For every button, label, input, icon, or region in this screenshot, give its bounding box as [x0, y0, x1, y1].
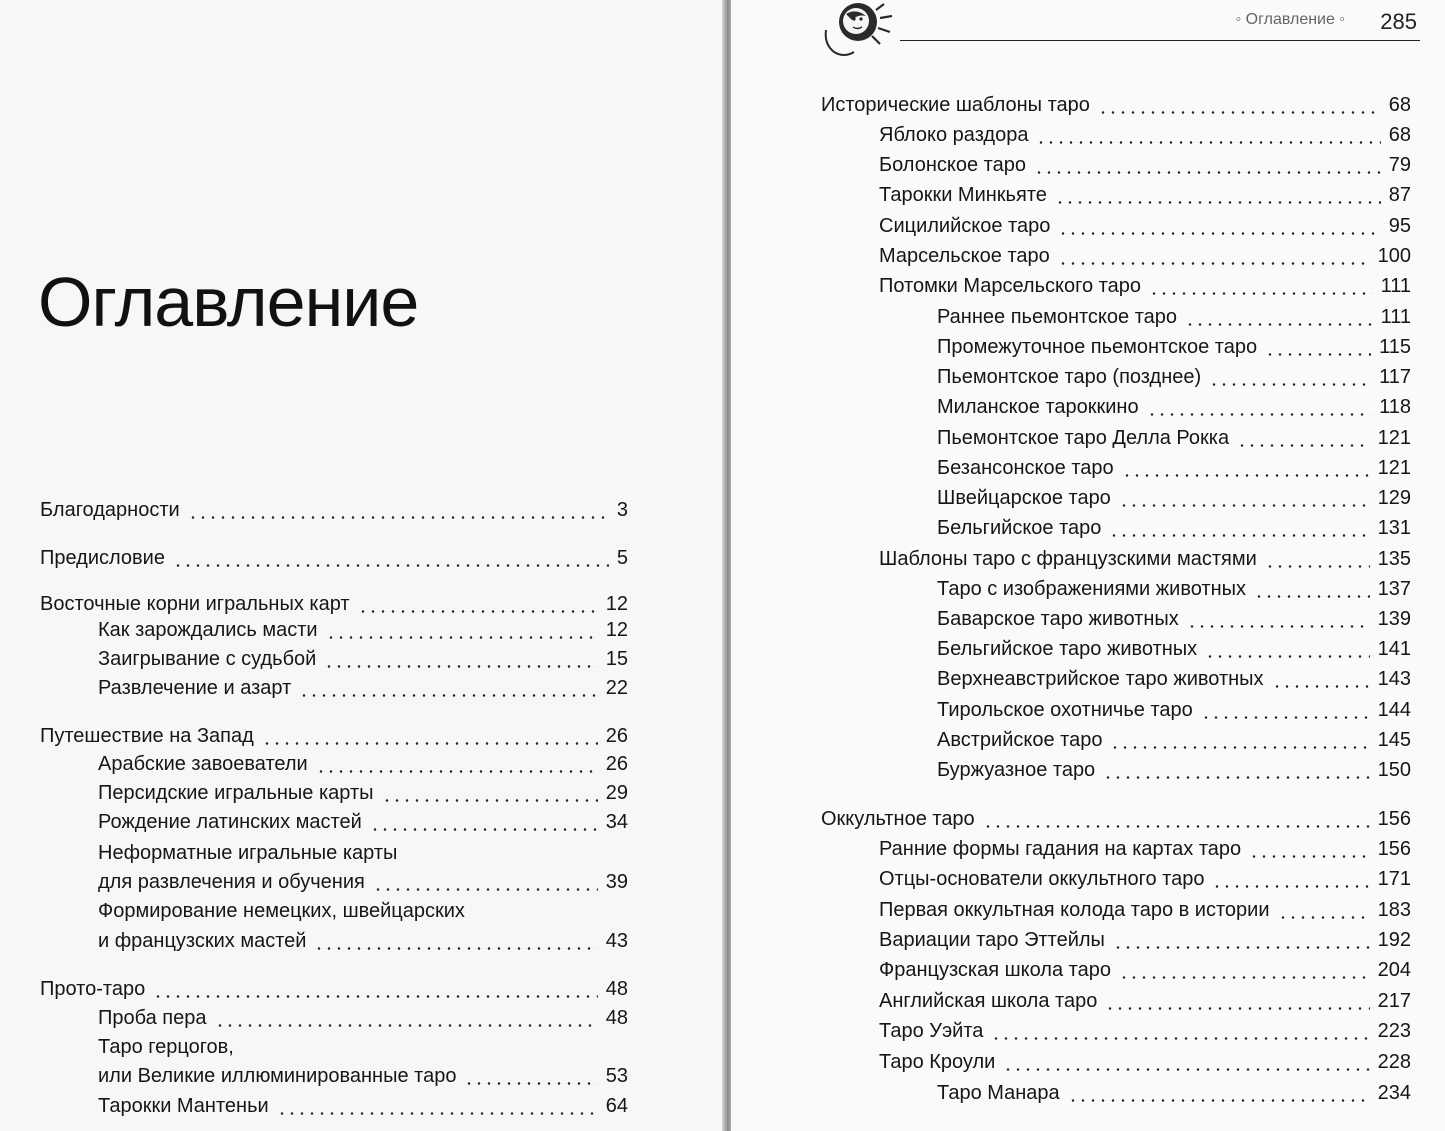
toc-entry-page-number: 26 — [605, 753, 628, 775]
toc-entry-page-number: 26 — [605, 725, 628, 747]
dot-leader — [188, 516, 609, 519]
toc-entry-title: Таро Уэйта — [879, 1020, 984, 1042]
toc-entry-title: Вариации таро Эттейлы — [879, 929, 1105, 951]
right-toc-entry[interactable] — [879, 182, 1411, 208]
dot-leader — [1036, 141, 1380, 144]
right-toc-entry[interactable] — [879, 1049, 1411, 1075]
toc-entry-title: Таро Кроули — [879, 1051, 996, 1073]
sun-moon-emblem-icon — [820, 0, 902, 62]
right-toc-entry[interactable] — [937, 697, 1411, 723]
left-toc-entry[interactable] — [98, 840, 628, 866]
toc-entry-title: для развлечения и обучения — [98, 871, 365, 893]
toc-entry-page-number: 111 — [1380, 306, 1411, 328]
toc-entry-title: Болонское таро — [879, 154, 1026, 176]
toc-entry-page-number: 68 — [1388, 94, 1411, 116]
dot-leader — [1249, 855, 1369, 858]
left-toc-entry[interactable] — [40, 497, 628, 523]
toc-entry-page-number: 234 — [1377, 1082, 1411, 1104]
toc-entry-page-number: 3 — [616, 499, 628, 521]
left-toc-entry[interactable] — [98, 751, 628, 777]
left-toc-entry[interactable] — [40, 976, 628, 1002]
right-toc-entry[interactable] — [937, 304, 1411, 330]
dot-leader — [262, 742, 598, 745]
toc-entry-title: Бельгийское таро — [937, 517, 1102, 539]
right-toc-entry[interactable] — [937, 515, 1411, 541]
header-rule — [900, 40, 1420, 41]
toc-entry-title: Развлечение и азарт — [98, 677, 292, 699]
toc-entry-title: Потомки Марсельского таро — [879, 275, 1141, 297]
right-toc-entry[interactable] — [879, 243, 1411, 269]
dot-leader — [1103, 776, 1369, 779]
toc-entry-title: Персидские игральные карты — [98, 782, 374, 804]
toc-entry-title: Французская школа таро — [879, 959, 1111, 981]
toc-entry-title: Исторические шаблоны таро — [821, 94, 1090, 116]
toc-entry-page-number: 129 — [1377, 487, 1411, 509]
dot-leader — [1068, 1099, 1370, 1102]
toc-entry-page-number: 150 — [1377, 759, 1411, 781]
toc-entry-page-number: 87 — [1388, 184, 1411, 206]
dot-leader — [358, 610, 598, 613]
right-toc-entry[interactable] — [937, 394, 1411, 420]
toc-entry-page-number: 145 — [1377, 729, 1411, 751]
left-toc-entry[interactable] — [98, 928, 628, 954]
right-toc-entry[interactable] — [937, 485, 1411, 511]
dot-leader — [1212, 885, 1369, 888]
toc-entry-page-number: 144 — [1377, 699, 1411, 721]
toc-entry-page-number: 79 — [1388, 154, 1411, 176]
dot-leader — [1149, 292, 1373, 295]
toc-entry-title: Марсельское таро — [879, 245, 1050, 267]
toc-entry-title: Ранние формы гадания на картах таро — [879, 838, 1242, 860]
left-toc-entry[interactable] — [98, 809, 628, 835]
toc-entry-page-number: 118 — [1379, 396, 1411, 418]
right-toc-entry[interactable] — [879, 927, 1411, 953]
dot-leader — [382, 799, 598, 802]
toc-entry-title: Заигрывание с судьбой — [98, 648, 317, 670]
toc-entry-title: Проба пера — [98, 1007, 207, 1029]
left-toc-entry[interactable] — [98, 646, 628, 672]
toc-entry-page-number: 15 — [605, 648, 628, 670]
dot-leader — [1187, 625, 1370, 628]
running-head: ◦ Оглавление ◦ — [1235, 11, 1345, 28]
left-toc-entry[interactable] — [98, 1005, 628, 1031]
right-toc-entry[interactable] — [879, 897, 1411, 923]
toc-entry-page-number: 117 — [1379, 366, 1411, 388]
dot-leader — [1278, 916, 1370, 919]
dot-leader — [153, 995, 598, 998]
dot-leader — [1003, 1068, 1369, 1071]
dot-leader — [1055, 201, 1381, 204]
toc-entry-page-number: 48 — [605, 1007, 628, 1029]
toc-entry-page-number: 12 — [605, 619, 628, 641]
right-toc-entry[interactable] — [821, 806, 1411, 832]
toc-entry-page-number: 121 — [1377, 457, 1411, 479]
toc-entry-page-number: 183 — [1377, 899, 1411, 921]
toc-entry-title: Неформатные игральные карты — [98, 842, 398, 864]
toc-entry-title: Таро с изображениями животных — [937, 578, 1246, 600]
right-toc-entry[interactable] — [937, 364, 1411, 390]
right-toc-entry[interactable] — [937, 727, 1411, 753]
toc-entry-page-number: 29 — [605, 782, 628, 804]
dot-leader — [215, 1024, 598, 1027]
toc-entry-title: Таро герцогов, — [98, 1036, 234, 1058]
toc-entry-title: Тирольское охотничье таро — [937, 699, 1193, 721]
dot-leader — [1119, 976, 1370, 979]
dot-leader — [1185, 323, 1373, 326]
toc-entry-page-number: 135 — [1377, 548, 1411, 570]
right-toc-entry[interactable] — [879, 988, 1411, 1014]
toc-entry-title: Восточные корни игральных карт — [40, 593, 350, 615]
toc-entry-title: Формирование немецких, швейцарских — [98, 900, 465, 922]
right-toc-entry[interactable] — [937, 666, 1411, 692]
dot-leader — [1109, 534, 1369, 537]
right-toc-entry[interactable] — [937, 576, 1411, 602]
right-toc-entry[interactable] — [937, 455, 1411, 481]
toc-entry-page-number: 139 — [1377, 608, 1411, 630]
toc-entry-title: Благодарности — [40, 499, 180, 521]
toc-entry-page-number: 34 — [605, 811, 628, 833]
toc-entry-title: Безансонское таро — [937, 457, 1114, 479]
dot-leader — [299, 694, 598, 697]
right-toc-entry[interactable] — [879, 1018, 1411, 1044]
toc-entry-page-number: 43 — [605, 930, 628, 952]
left-toc-entry[interactable] — [98, 898, 628, 924]
toc-entry-page-number: 141 — [1377, 638, 1411, 660]
dot-leader — [1147, 413, 1372, 416]
right-toc-entry[interactable] — [937, 606, 1411, 632]
dot-leader — [464, 1082, 597, 1085]
dot-leader — [277, 1112, 598, 1115]
dot-leader — [1272, 685, 1370, 688]
dot-leader — [173, 564, 609, 567]
right-toc-entry[interactable] — [879, 122, 1411, 148]
toc-entry-page-number: 156 — [1377, 838, 1411, 860]
toc-entry-title: Пьемонтское таро Делла Рокка — [937, 427, 1230, 449]
dot-leader — [1110, 746, 1369, 749]
dot-leader — [316, 770, 598, 773]
toc-entry-page-number: 143 — [1377, 668, 1411, 690]
toc-entry-title: Сицилийское таро — [879, 215, 1051, 237]
toc-entry-title: Отцы-основатели оккультного таро — [879, 868, 1205, 890]
dot-leader — [1254, 595, 1370, 598]
toc-entry-page-number: 95 — [1388, 215, 1411, 237]
toc-entry-title: Арабские завоеватели — [98, 753, 308, 775]
right-toc-entry[interactable] — [879, 213, 1411, 239]
toc-entry-title: Верхнеавстрийское таро животных — [937, 668, 1264, 690]
right-toc-entry[interactable] — [937, 757, 1411, 783]
left-toc-entry[interactable] — [98, 869, 628, 895]
toc-entry-page-number: 48 — [605, 978, 628, 1000]
toc-entry-title: Буржуазное таро — [937, 759, 1096, 781]
toc-entry-title: Первая оккультная колода таро в истории — [879, 899, 1270, 921]
right-toc-entry[interactable] — [821, 92, 1411, 118]
right-toc-entry[interactable] — [879, 152, 1411, 178]
toc-entry-page-number: 156 — [1377, 808, 1411, 830]
toc-entry-page-number: 115 — [1379, 336, 1411, 358]
dot-leader — [991, 1037, 1369, 1040]
toc-entry-title: или Великие иллюминированные таро — [98, 1065, 457, 1087]
toc-entry-page-number: 223 — [1377, 1020, 1411, 1042]
left-toc-entry[interactable] — [40, 591, 628, 617]
dot-leader — [1122, 474, 1370, 477]
dot-leader — [1113, 946, 1370, 949]
toc-entry-page-number: 39 — [605, 871, 628, 893]
toc-entry-title: Промежуточное пьемонтское таро — [937, 336, 1258, 358]
toc-entry-title: Предисловие — [40, 547, 165, 569]
toc-entry-page-number: 137 — [1377, 578, 1411, 600]
dot-leader — [1265, 565, 1370, 568]
toc-entry-page-number: 5 — [616, 547, 628, 569]
toc-entry-title: Тарокки Минкьяте — [879, 184, 1047, 206]
dot-leader — [1205, 655, 1369, 658]
right-toc-entry[interactable] — [937, 425, 1411, 451]
toc-entry-page-number: 53 — [605, 1065, 628, 1087]
toc-entry-title: Баварское таро животных — [937, 608, 1179, 630]
toc-entry-page-number: 22 — [605, 677, 628, 699]
toc-entry-page-number: 204 — [1377, 959, 1411, 981]
right-toc-entry[interactable] — [879, 866, 1411, 892]
toc-entry-title: Раннее пьемонтское таро — [937, 306, 1177, 328]
left-toc-entry[interactable] — [98, 675, 628, 701]
right-toc-entry[interactable] — [879, 546, 1411, 572]
page-title: Оглавление — [38, 263, 419, 341]
dot-leader — [983, 825, 1370, 828]
dot-leader — [314, 947, 597, 950]
toc-entry-title: Рождение латинских мастей — [98, 811, 362, 833]
dot-leader — [1265, 353, 1371, 356]
dot-leader — [1058, 262, 1370, 265]
left-toc-entry[interactable] — [40, 723, 628, 749]
dot-leader — [1209, 383, 1371, 386]
dot-leader — [1105, 1007, 1369, 1010]
toc-entry-title: Как зарождались масти — [98, 619, 318, 641]
toc-entry-title: Бельгийское таро животных — [937, 638, 1198, 660]
left-toc-entry[interactable] — [98, 1034, 628, 1060]
toc-entry-title: Австрийское таро — [937, 729, 1103, 751]
toc-entry-title: Тарокки Мантеньи — [98, 1095, 269, 1117]
toc-entry-page-number: 64 — [605, 1095, 628, 1117]
right-toc-entry[interactable] — [879, 836, 1411, 862]
toc-entry-title: Таро Манара — [937, 1082, 1060, 1104]
toc-entry-title: Миланское тароккино — [937, 396, 1139, 418]
left-toc-entry[interactable] — [98, 1093, 628, 1119]
toc-entry-page-number: 228 — [1377, 1051, 1411, 1073]
dot-leader — [1201, 716, 1370, 719]
right-page — [731, 0, 1445, 1131]
right-toc-entry[interactable] — [879, 273, 1411, 299]
toc-entry-page-number: 192 — [1377, 929, 1411, 951]
dot-leader — [1098, 111, 1381, 114]
toc-entry-title: Пьемонтское таро (позднее) — [937, 366, 1202, 388]
toc-entry-title: Английская школа таро — [879, 990, 1098, 1012]
dot-leader — [1034, 171, 1381, 174]
toc-entry-page-number: 100 — [1377, 245, 1411, 267]
dot-leader — [1119, 504, 1370, 507]
dot-leader — [1058, 232, 1380, 235]
right-toc-entry[interactable] — [937, 1080, 1411, 1106]
dot-leader — [1237, 444, 1370, 447]
toc-entry-title: и французских мастей — [98, 930, 307, 952]
toc-entry-page-number: 111 — [1380, 275, 1411, 297]
right-toc-entry[interactable] — [937, 334, 1411, 360]
toc-entry-title: Путешествие на Запад — [40, 725, 254, 747]
dot-leader — [324, 665, 597, 668]
left-toc-entry[interactable] — [98, 617, 628, 643]
toc-entry-page-number: 171 — [1377, 868, 1411, 890]
left-toc-entry[interactable] — [98, 780, 628, 806]
toc-entry-page-number: 121 — [1377, 427, 1411, 449]
toc-entry-page-number: 68 — [1388, 124, 1411, 146]
toc-entry-page-number: 131 — [1377, 517, 1411, 539]
toc-entry-title: Швейцарское таро — [937, 487, 1111, 509]
toc-entry-title: Яблоко раздора — [879, 124, 1029, 146]
toc-entry-title: Прото-таро — [40, 978, 146, 1000]
toc-entry-title: Шаблоны таро с французскими мастями — [879, 548, 1257, 570]
left-toc-entry[interactable] — [40, 545, 628, 571]
right-toc-entry[interactable] — [879, 957, 1411, 983]
dot-leader — [370, 828, 598, 831]
toc-entry-title: Оккультное таро — [821, 808, 975, 830]
toc-entry-page-number: 217 — [1377, 990, 1411, 1012]
dot-leader — [326, 636, 598, 639]
left-toc-entry[interactable] — [98, 1063, 628, 1089]
page-number: 285 — [1380, 9, 1417, 34]
right-toc-entry[interactable] — [937, 636, 1411, 662]
toc-entry-page-number: 12 — [605, 593, 628, 615]
dot-leader — [373, 888, 598, 891]
